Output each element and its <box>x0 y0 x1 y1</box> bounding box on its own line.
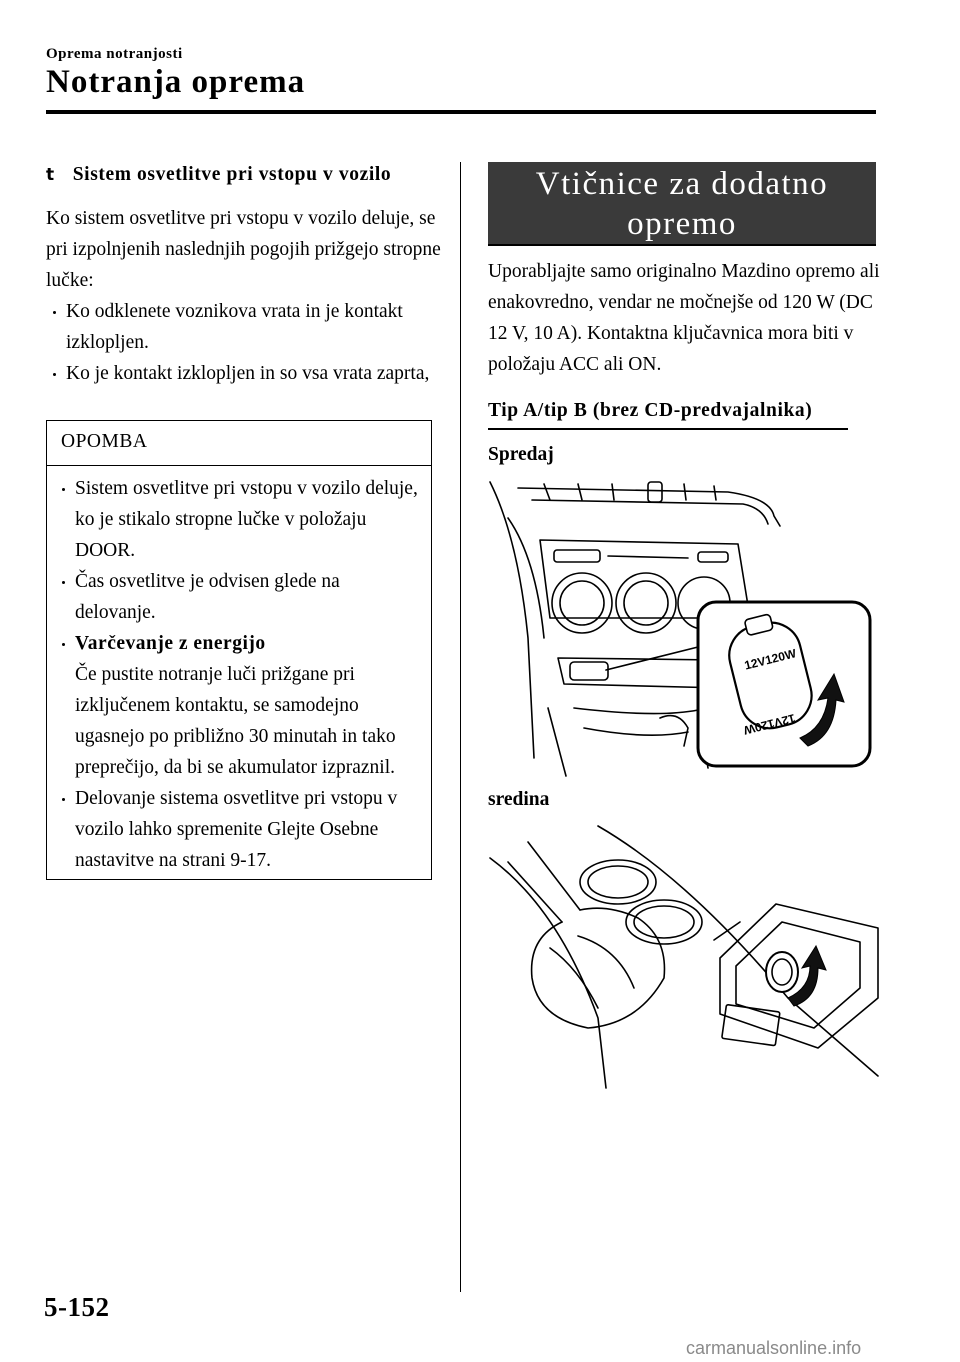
type-subheading: Tip A/tip B (brez CD-predvajalnika) <box>488 400 813 421</box>
subheading-text: Sistem osvetlitve pri vstopu v vozilo <box>72 164 392 185</box>
watermark: carmanualsonline.info <box>686 1338 862 1358</box>
center-socket-illustration <box>488 818 880 1098</box>
note-item-energy <box>55 628 423 783</box>
energy-text: Če pustite notranje luči prižgane pri izključenem kontaktu, se samodejno ugasnejo po približno 30 minutah in tako preprečijo, da bi se akumulator izpraznil. <box>75 664 396 778</box>
section-marker-icon: t <box>46 165 55 185</box>
energy-title: Varčevanje z energijo <box>75 633 266 654</box>
front-socket-illustration <box>488 478 880 778</box>
subheading-courtesy-light <box>46 164 391 186</box>
intro-paragraph: Ko sistem osvetlitve pri vstopu v vozilo deluje, se pri izpolnjenih naslednjih pogojih prižgejo stropne lučke: <box>46 208 441 291</box>
note-box <box>46 420 432 880</box>
title-underline <box>46 110 876 114</box>
cap-label-top: 12V120W <box>743 646 798 673</box>
label-center: sredina <box>488 789 550 810</box>
subheading-underline <box>488 428 848 430</box>
column-divider <box>460 162 461 1292</box>
list-item: Ko odklenete voznikova vrata in je kontakt izklopljen. <box>46 296 446 358</box>
label-front: Spredaj <box>488 444 554 465</box>
section-name: Oprema notranjosti <box>46 46 183 62</box>
page-number: 5-152 <box>44 1292 110 1322</box>
note-heading: OPOMBA <box>61 431 148 452</box>
note-list <box>55 473 423 876</box>
section-banner <box>488 162 876 246</box>
page-title: Notranja oprema <box>46 64 306 100</box>
banner-title: Vtičnice za dodatno opremo <box>535 166 829 242</box>
note-item: Delovanje sistema osvetlitve pri vstopu v vozilo lahko spremenite Glejte Osebne nastavitve na strani 9-17. <box>55 783 423 876</box>
note-divider <box>47 465 431 466</box>
condition-list <box>46 296 446 389</box>
note-item: Sistem osvetlitve pri vstopu v vozilo deluje, ko je stikalo stropne lučke v položaju DOOR. <box>55 473 423 566</box>
note-item: Čas osvetlitve je odvisen glede na delovanje. <box>55 566 423 628</box>
list-item: Ko je kontakt izklopljen in so vsa vrata zaprta, <box>46 358 446 389</box>
accessory-socket-intro: Uporabljajte samo originalno Mazdino opremo ali enakovredno, vendar ne močnejše od 120 W (DC 12 V, 10 A). Kontaktna ključavnica mora biti v položaju ACC ali ON. <box>488 261 880 375</box>
cap-label-bottom: 12V120W <box>742 711 797 738</box>
